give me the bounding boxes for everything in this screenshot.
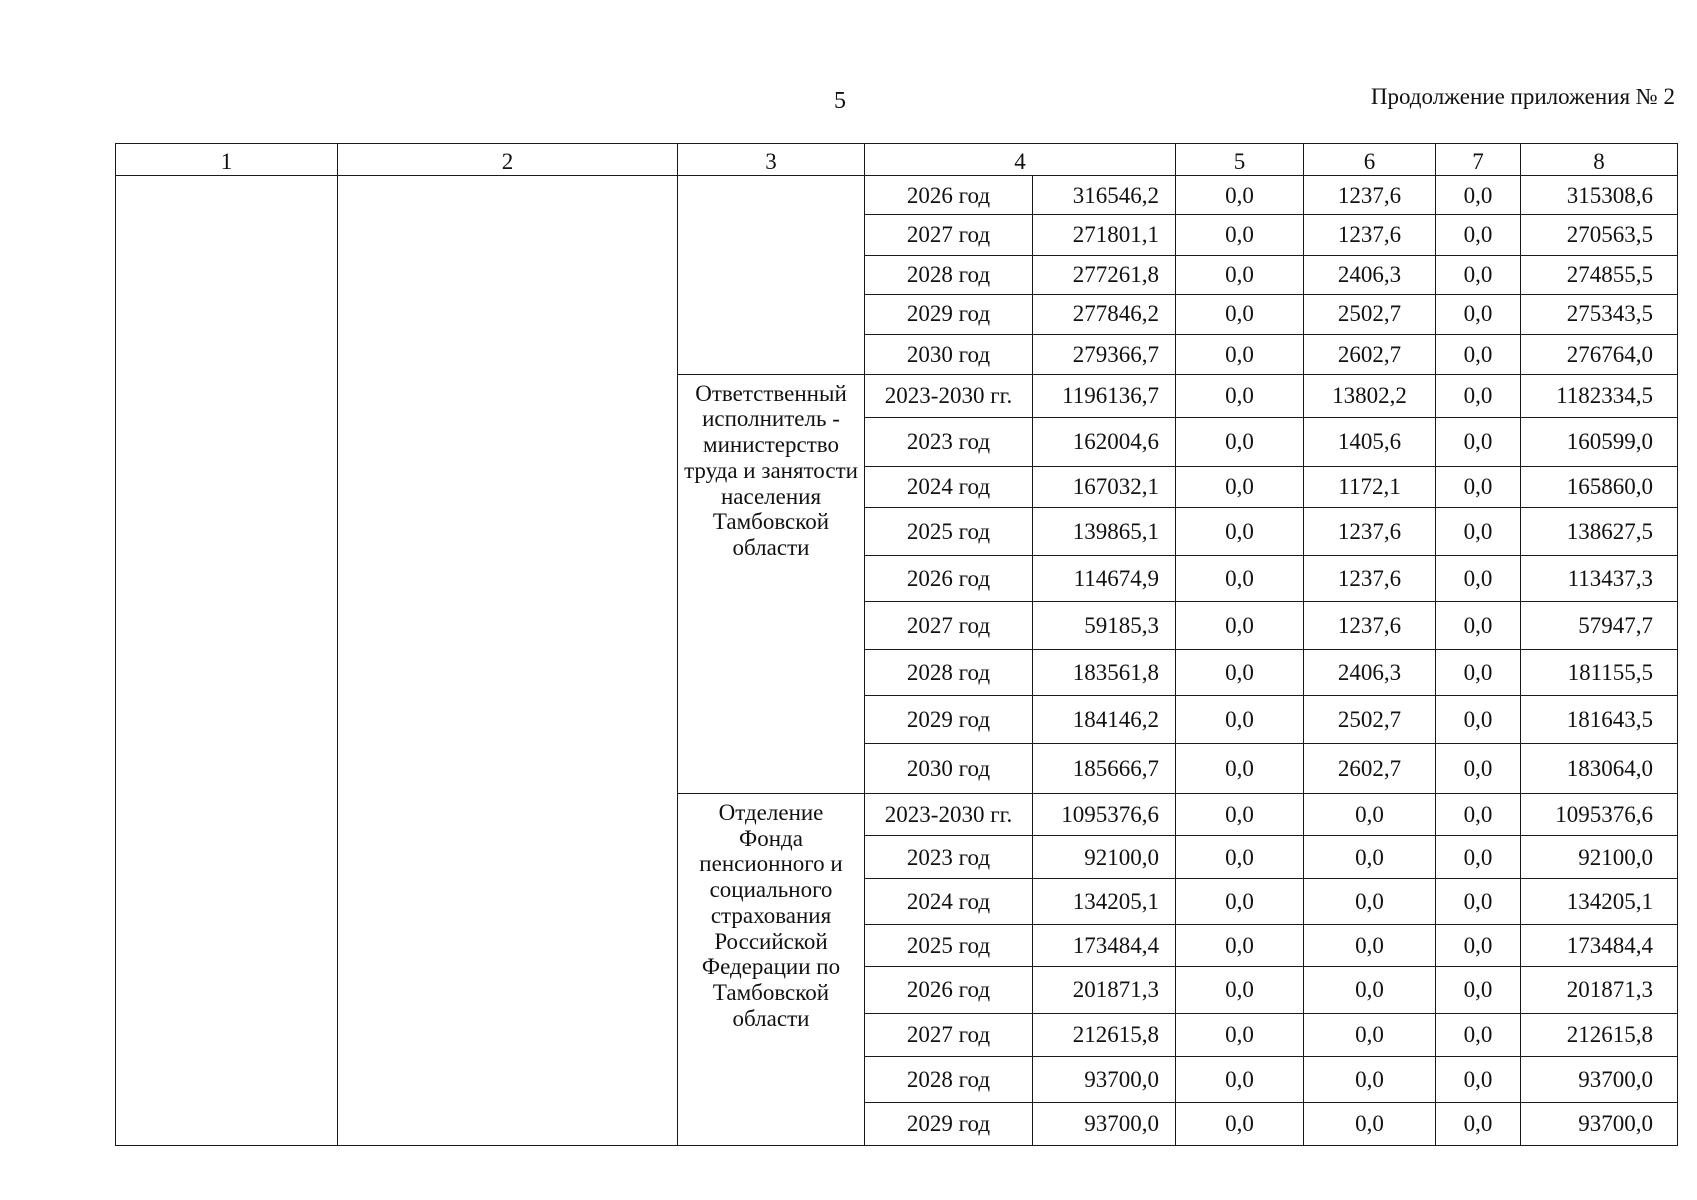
col6-cell: 2502,7: [1304, 696, 1436, 744]
period-cell: 2027 год: [865, 1013, 1033, 1056]
col5-cell: 0,0: [1176, 507, 1304, 555]
total-cell: 201871,3: [1033, 967, 1176, 1014]
col8-cell: 274855,5: [1521, 255, 1678, 294]
col7-cell: 0,0: [1436, 696, 1521, 744]
executor-cell: Отделение Фонда пенсионного и социального страхования Российской Федерации по Тамбовской области: [678, 793, 865, 1145]
col8-cell: 181643,5: [1521, 696, 1678, 744]
column-header-4: 4: [865, 144, 1176, 176]
column-header-6: 6: [1304, 144, 1436, 176]
period-cell: 2028 год: [865, 255, 1033, 294]
period-cell: 2027 год: [865, 215, 1033, 255]
col6-cell: 1237,6: [1304, 555, 1436, 602]
column-header-5: 5: [1176, 144, 1304, 176]
empty-cell-col1: [116, 176, 338, 1146]
col5-cell: 0,0: [1176, 1013, 1304, 1056]
col8-cell: 201871,3: [1521, 967, 1678, 1014]
table-body: [116, 144, 1678, 1146]
total-cell: 277846,2: [1033, 294, 1176, 334]
total-cell: 184146,2: [1033, 696, 1176, 744]
col7-cell: 0,0: [1436, 466, 1521, 507]
col6-cell: 2406,3: [1304, 255, 1436, 294]
col7-cell: 0,0: [1436, 294, 1521, 334]
col7-cell: 0,0: [1436, 836, 1521, 879]
period-cell: 2029 год: [865, 696, 1033, 744]
col7-cell: 0,0: [1436, 507, 1521, 555]
col6-cell: 2602,7: [1304, 744, 1436, 794]
column-header-7: 7: [1436, 144, 1521, 176]
col6-cell: 0,0: [1304, 924, 1436, 966]
col6-cell: 13802,2: [1304, 374, 1436, 417]
col7-cell: 0,0: [1436, 744, 1521, 794]
col6-cell: 0,0: [1304, 1102, 1436, 1145]
total-cell: 271801,1: [1033, 215, 1176, 255]
col7-cell: 0,0: [1436, 215, 1521, 255]
column-header-8: 8: [1521, 144, 1678, 176]
col7-cell: 0,0: [1436, 793, 1521, 835]
col6-cell: 0,0: [1304, 1057, 1436, 1102]
col5-cell: 0,0: [1176, 374, 1304, 417]
column-header-row: [116, 144, 1678, 176]
total-cell: 277261,8: [1033, 255, 1176, 294]
col5-cell: 0,0: [1176, 967, 1304, 1014]
total-cell: 93700,0: [1033, 1057, 1176, 1102]
col7-cell: 0,0: [1436, 602, 1521, 650]
period-cell: 2024 год: [865, 466, 1033, 507]
period-cell: 2023 год: [865, 418, 1033, 467]
total-cell: 1196136,7: [1033, 374, 1176, 417]
col8-cell: 1182334,5: [1521, 374, 1678, 417]
period-cell: 2028 год: [865, 649, 1033, 696]
col7-cell: 0,0: [1436, 924, 1521, 966]
col7-cell: 0,0: [1436, 374, 1521, 417]
col5-cell: 0,0: [1176, 555, 1304, 602]
period-cell: 2023-2030 гг.: [865, 793, 1033, 835]
col5-cell: 0,0: [1176, 1102, 1304, 1145]
col6-cell: 1237,6: [1304, 176, 1436, 215]
period-cell: 2025 год: [865, 507, 1033, 555]
period-cell: 2029 год: [865, 1102, 1033, 1145]
col6-cell: 2602,7: [1304, 334, 1436, 374]
annex-continuation-note: Продолжение приложения № 2: [1370, 84, 1675, 109]
col8-cell: 173484,4: [1521, 924, 1678, 966]
period-cell: 2030 год: [865, 334, 1033, 374]
col6-cell: 2406,3: [1304, 649, 1436, 696]
period-cell: 2029 год: [865, 294, 1033, 334]
col8-cell: 93700,0: [1521, 1057, 1678, 1102]
col8-cell: 134205,1: [1521, 879, 1678, 924]
col5-cell: 0,0: [1176, 334, 1304, 374]
executor-cell: Ответственный исполнитель - министерство труда и занятости населения Тамбовской области: [678, 374, 865, 793]
col8-cell: 138627,5: [1521, 507, 1678, 555]
col8-cell: 181155,5: [1521, 649, 1678, 696]
total-cell: 279366,7: [1033, 334, 1176, 374]
period-cell: 2027 год: [865, 602, 1033, 650]
col5-cell: 0,0: [1176, 215, 1304, 255]
col7-cell: 0,0: [1436, 967, 1521, 1014]
col6-cell: 1172,1: [1304, 466, 1436, 507]
col8-cell: 183064,0: [1521, 744, 1678, 794]
col8-cell: 93700,0: [1521, 1102, 1678, 1145]
col7-cell: 0,0: [1436, 1102, 1521, 1145]
total-cell: 92100,0: [1033, 836, 1176, 879]
column-header-3: 3: [678, 144, 865, 176]
col7-cell: 0,0: [1436, 1013, 1521, 1056]
col5-cell: 0,0: [1176, 879, 1304, 924]
total-cell: 167032,1: [1033, 466, 1176, 507]
total-cell: 134205,1: [1033, 879, 1176, 924]
executor-cell: [678, 176, 865, 374]
col5-cell: 0,0: [1176, 1057, 1304, 1102]
total-cell: 162004,6: [1033, 418, 1176, 467]
col6-cell: 1237,6: [1304, 507, 1436, 555]
table-row: [116, 176, 1678, 215]
col6-cell: 1237,6: [1304, 602, 1436, 650]
col5-cell: 0,0: [1176, 924, 1304, 966]
col5-cell: 0,0: [1176, 255, 1304, 294]
total-cell: 59185,3: [1033, 602, 1176, 650]
col5-cell: 0,0: [1176, 793, 1304, 835]
period-cell: 2023-2030 гг.: [865, 374, 1033, 417]
col5-cell: 0,0: [1176, 836, 1304, 879]
col5-cell: 0,0: [1176, 176, 1304, 215]
period-cell: 2023 год: [865, 836, 1033, 879]
total-cell: 139865,1: [1033, 507, 1176, 555]
col8-cell: 275343,5: [1521, 294, 1678, 334]
col6-cell: 1405,6: [1304, 418, 1436, 467]
col7-cell: 0,0: [1436, 555, 1521, 602]
total-cell: 1095376,6: [1033, 793, 1176, 835]
total-cell: 114674,9: [1033, 555, 1176, 602]
period-cell: 2028 год: [865, 1057, 1033, 1102]
col8-cell: 276764,0: [1521, 334, 1678, 374]
col5-cell: 0,0: [1176, 418, 1304, 467]
column-header-1: 1: [116, 144, 338, 176]
col8-cell: 113437,3: [1521, 555, 1678, 602]
col6-cell: 0,0: [1304, 793, 1436, 835]
col8-cell: 165860,0: [1521, 466, 1678, 507]
col8-cell: 160599,0: [1521, 418, 1678, 467]
col7-cell: 0,0: [1436, 334, 1521, 374]
col8-cell: 92100,0: [1521, 836, 1678, 879]
col7-cell: 0,0: [1436, 649, 1521, 696]
col7-cell: 0,0: [1436, 1057, 1521, 1102]
period-cell: 2030 год: [865, 744, 1033, 794]
col5-cell: 0,0: [1176, 466, 1304, 507]
col6-cell: 1237,6: [1304, 215, 1436, 255]
empty-cell-col2: [338, 176, 678, 1146]
col6-cell: 0,0: [1304, 879, 1436, 924]
total-cell: 185666,7: [1033, 744, 1176, 794]
period-cell: 2024 год: [865, 879, 1033, 924]
col8-cell: 270563,5: [1521, 215, 1678, 255]
col7-cell: 0,0: [1436, 418, 1521, 467]
col6-cell: 0,0: [1304, 967, 1436, 1014]
col5-cell: 0,0: [1176, 649, 1304, 696]
funding-table: [115, 143, 1678, 1146]
col8-cell: 57947,7: [1521, 602, 1678, 650]
col8-cell: 1095376,6: [1521, 793, 1678, 835]
total-cell: 212615,8: [1033, 1013, 1176, 1056]
col6-cell: 2502,7: [1304, 294, 1436, 334]
period-cell: 2026 год: [865, 967, 1033, 1014]
col5-cell: 0,0: [1176, 294, 1304, 334]
col5-cell: 0,0: [1176, 744, 1304, 794]
col8-cell: 212615,8: [1521, 1013, 1678, 1056]
period-cell: 2026 год: [865, 176, 1033, 215]
page-number: 5: [834, 88, 846, 114]
col5-cell: 0,0: [1176, 696, 1304, 744]
total-cell: 173484,4: [1033, 924, 1176, 966]
col7-cell: 0,0: [1436, 879, 1521, 924]
period-cell: 2026 год: [865, 555, 1033, 602]
total-cell: 316546,2: [1033, 176, 1176, 215]
col7-cell: 0,0: [1436, 176, 1521, 215]
column-header-2: 2: [338, 144, 678, 176]
col8-cell: 315308,6: [1521, 176, 1678, 215]
col7-cell: 0,0: [1436, 255, 1521, 294]
col6-cell: 0,0: [1304, 1013, 1436, 1056]
col6-cell: 0,0: [1304, 836, 1436, 879]
period-cell: 2025 год: [865, 924, 1033, 966]
total-cell: 93700,0: [1033, 1102, 1176, 1145]
total-cell: 183561,8: [1033, 649, 1176, 696]
col5-cell: 0,0: [1176, 602, 1304, 650]
